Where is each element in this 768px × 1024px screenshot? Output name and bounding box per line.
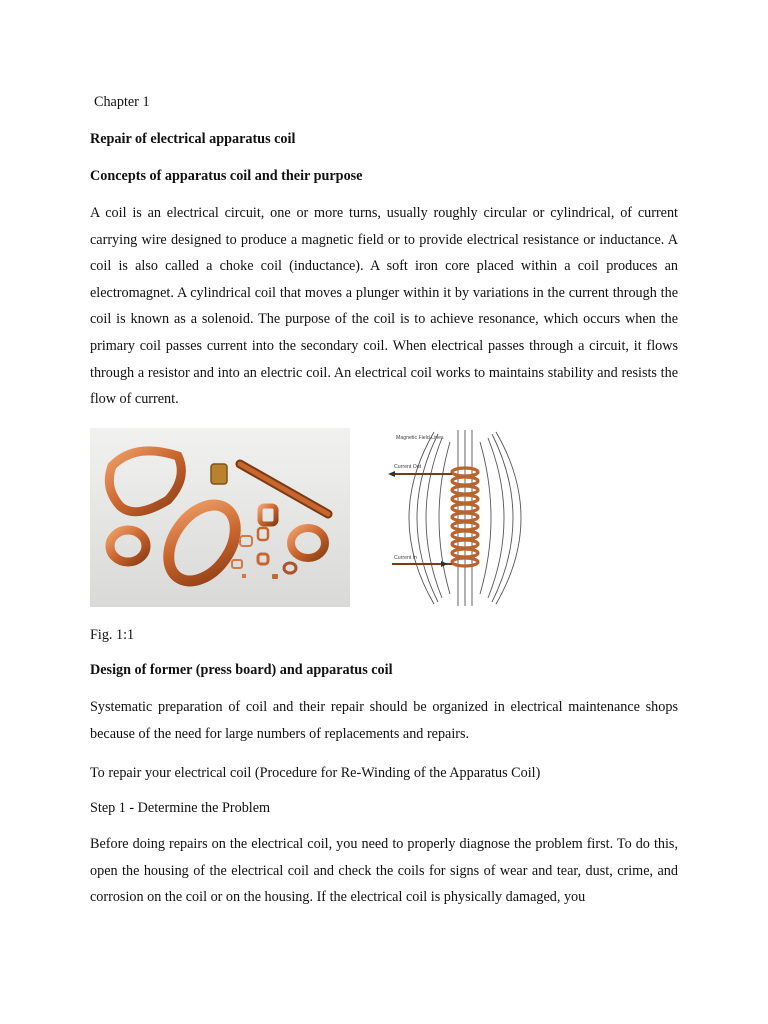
repair-intro: To repair your electrical coil (Procedure for Re-Winding of the Apparatus Coil) (90, 765, 541, 781)
section-heading-design: Design of former (press board) and apparatus coil (90, 662, 393, 678)
document-title: Repair of electrical apparatus coil (90, 131, 296, 147)
section-heading-concepts: Concepts of apparatus coil and their purpose (90, 168, 363, 184)
figure-caption: Fig. 1:1 (90, 627, 135, 643)
coils-photo (90, 428, 350, 607)
design-paragraph: Systematic preparation of coil and their repair should be organized in electrical maintenance shops because of the need for large numbers of replacements and repairs. (90, 699, 678, 742)
field-lines-label: Magnetic Field Lines (396, 435, 444, 441)
current-in-label: Current In (394, 555, 418, 561)
concepts-paragraph: A coil is an electrical circuit, one or more turns, usually roughly circular or cylindrical, of current carrying wire designed to produce a magnetic field or to provide electrical resistance or inductance. A coil is also called a choke coil (inductance). A soft iron core placed within a coil produces an electromagnet. A cylindrical coil that moves a plunger within it by variations in the current through the coil is known as a solenoid. The purpose of the coil is to achieve resonance, which occurs when the primary coil passes current into the secondary coil. When electrical passes through a circuit, it flows through a resistor and into an electric coil. An electrical coil works to maintains stability and resists the flow of current. (90, 205, 678, 408)
current-out-label: Current Out (394, 464, 422, 470)
step1-paragraph: Before doing repairs on the electrical coil, you need to properly diagnose the problem first. To do this, open the housing of the electrical coil and check the coils for signs of wear and tear, dust, crime, and corrosion on the coil or on the housing. If the electrical coil is physically damaged, you (90, 836, 678, 906)
chapter-label: Chapter 1 (94, 94, 150, 110)
step1-heading: Step 1 - Determine the Problem (90, 800, 271, 816)
solenoid-field-diagram (382, 428, 564, 607)
